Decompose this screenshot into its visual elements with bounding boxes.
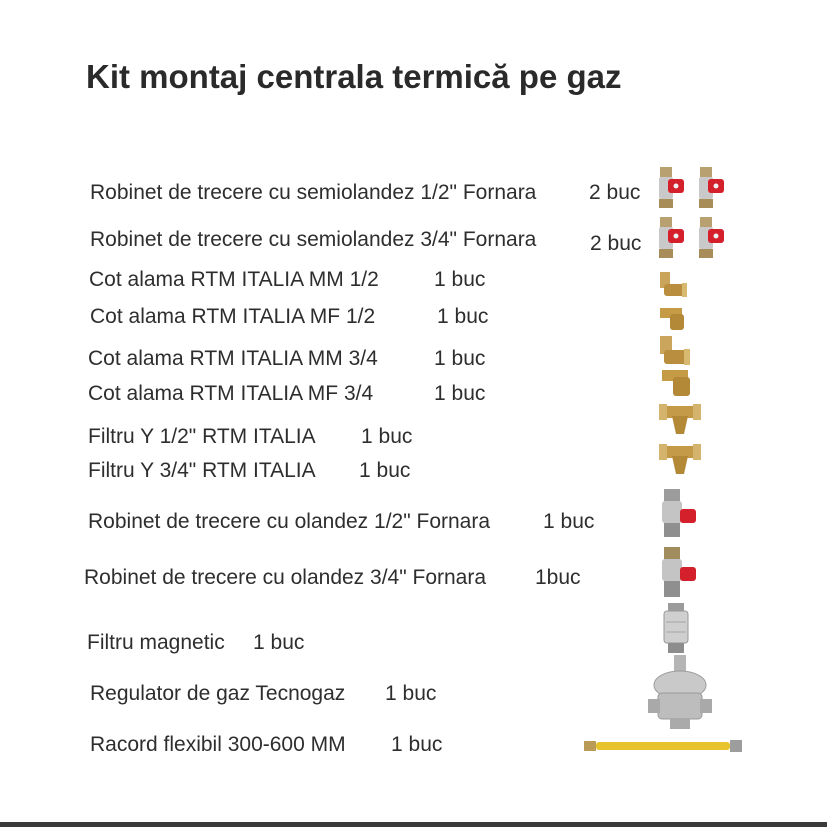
item-name-10: Robinet de trecere cu olandez 3/4" Fornara [84,566,487,589]
item-qty-3: 1 buc [434,268,486,291]
chrome-ball-valve-icon [658,487,698,539]
item-name-2: Robinet de trecere cu semiolandez 3/4" Fornara [90,228,537,251]
item-qty-9: 1 buc [543,510,595,533]
brass-elbow-icon [658,334,694,368]
item-name-5: Cot alama RTM ITALIA MM 3/4 [88,347,378,370]
item-name-9: Robinet de trecere cu olandez 1/2" Fornara [88,510,491,533]
item-name-4: Cot alama RTM ITALIA MF 1/2 [90,305,376,328]
item-name-7: Filtru Y 1/2" RTM ITALIA [88,425,316,448]
item-qty-10: 1buc [535,566,581,589]
brass-y-filter-icon [658,400,702,438]
item-name-1: Robinet de trecere cu semiolandez 1/2" Fornara [90,181,537,204]
item-name-12: Regulator de gaz Tecnogaz [90,682,346,705]
chrome-ball-valve-icon [658,545,698,599]
item-name-13: Racord flexibil 300-600 MM [90,733,346,756]
brass-elbow-icon [658,270,690,300]
brass-elbow-icon [658,306,690,332]
bottom-divider [0,822,827,827]
brass-elbow-icon [660,368,694,398]
item-name-8: Filtru Y 3/4" RTM ITALIA [88,459,316,482]
gas-regulator-icon [648,655,712,731]
magnetic-filter-icon [662,602,690,654]
item-qty-13: 1 buc [391,733,443,756]
item-name-11: Filtru magnetic [87,631,225,654]
yellow-flexible-hose-icon [584,736,744,756]
page-title: Kit montaj centrala termică pe gaz [86,58,622,95]
item-qty-2: 2 buc [590,232,642,255]
item-qty-6: 1 buc [434,382,486,405]
item-qty-1: 2 buc [589,181,641,204]
item-name-3: Cot alama RTM ITALIA MM 1/2 [89,268,379,291]
red-lever-ball-valve-icon [656,165,736,210]
item-qty-7: 1 buc [361,425,413,448]
item-qty-4: 1 buc [437,305,489,328]
item-qty-5: 1 buc [434,347,486,370]
item-qty-11: 1 buc [253,631,305,654]
item-qty-8: 1 buc [359,459,411,482]
item-name-6: Cot alama RTM ITALIA MF 3/4 [88,382,374,405]
brass-y-filter-icon [658,440,702,478]
red-lever-ball-valve-icon [656,215,736,260]
item-qty-12: 1 buc [385,682,437,705]
